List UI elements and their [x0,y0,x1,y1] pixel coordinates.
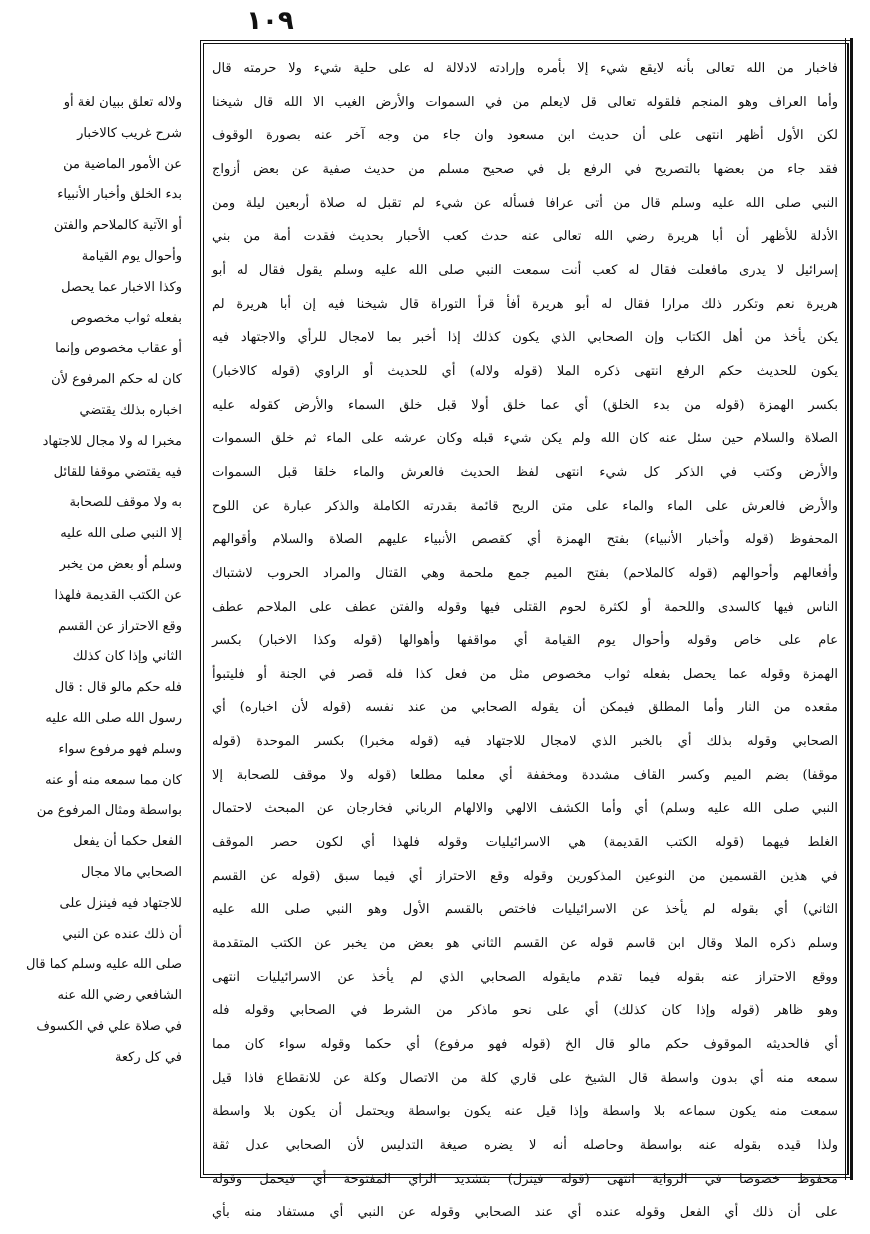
main-text-line: الصحابي وقوله بذلك أي بالخبر الذي لامجال للاجتهاد فيه (قوله مخبرا) بكسر الموحدة (قوله [212,734,838,750]
margin-note-line: ولاله تعلق ببيان لغة أو [63,95,182,110]
margin-note-line: اخباره بذلك يقتضي [79,402,182,418]
main-text-line: يكن يأخذ من أهل الكتاب وإن الصحابي الذي يكون كذلك إذا أخبر بما لامجال للرأي والاجتهاد فيه [212,330,838,346]
main-text-line: يكون للحديث حكم الرفع انتهى ذكره الملا (قوله ولاله) أي للحديث أو الراوي (قوله كالاخبار) [212,363,838,379]
main-text-line: محفوظ خصوصا في الرواية انتهى (قوله فينزل) بتشديد الزاي المفتوحة أي فيحمل وقوله [212,1171,838,1187]
margin-note-line: مخبرا له ولا مجال للاجتهاد [42,433,182,449]
main-text-line: وهو ظاهر (قوله وإذا كان كذلك) أي على نحو ماذكر من الشرط في الصحابي وقوله فله [212,1003,838,1019]
margin-note-line: للاجتهاد فيه فينزل على [59,895,182,911]
main-text-line: الغلط فيهما (قوله الكتب القديمة) هي الاسرائيليات وقوله فلهذا أي لكون حصر الموقف [212,835,838,851]
main-text-line: فاخبار من الله تعالى بأنه لايقع شيء إلا بأمره وإرادته لادلالة له على حلية شيء ولا حرمته قال [212,61,838,76]
main-text-line: لكن الأول أظهر انتهى على أن حديث ابن مسعود وان جاء من وجه آخر عنه بصورة الوقوف [212,128,838,144]
main-text-line: ووقع الاحتراز عنه بقوله فيما تقدم مايقوله الصحابي الذي لم يأخذ عن الاسرائيليات انتهى [212,969,838,985]
margin-note-line: رسول الله صلى الله عليه [45,710,182,726]
main-text-line: الصلاة والسلام حين سئل عنه كان الله ولم يكن شيء قبله وكان عرشه على الماء ثم خلق السموات [212,431,838,447]
margin-note-line: الصحابي مالا مجال [80,864,182,880]
main-text-line: الهمزة وقوله عما يحصل بفعله ثواب مخصوص مثل من فعل كذا فله قصر في الجنة أو فليتبوأ [212,666,838,682]
main-text-line: في هذين القسمين من النوعين المذكورين وقوله وقع الاحتراز أي فيما سبق (قوله عن القسم [212,868,838,884]
main-text-line: بكسر الهمزة (قوله من بدء الخلق) أي عما خلق أولا قبل خلق السماء والأرض كقوله عليه [212,397,838,413]
main-text-line: عام على خاص وقوله وأحوال يوم القيامة أي مواقفها وأهوالها (قوله وكذا الاخبار) بكسر [212,633,838,649]
main-text-line: فقد جاء من بعضها بالتصريح في الرفع بل في صحيح مسلم من حديث صفية عن بعض أزواج [212,161,838,177]
margin-note-line: شرح غريب كالاخبار [77,125,182,141]
main-text-line: على أن ذلك أي الفعل وقوله عنده أي عند الصحابي وقوله عن النبي أي مستفاد منه بأي [212,1205,838,1221]
main-text-line: الناس فيها كالسدى واللحمة أو لكثرة لحوم القتلى فيها وقوله والفتن عطف على الملاحم عطف [212,599,838,615]
main-text-line: موقفا) بضم الميم وكسر القاف مشددة ومخففة أي معلما مطلعا (قوله ولا موقف للصحابة إلا [212,767,838,783]
page-number: ١٠٩ [246,6,294,36]
main-text-line: وأما العراف وهو المنجم فلقوله تعالى قل لايعلم من في السموات والأرض الغيب الا الله قال شيخنا [212,94,838,110]
main-text-block [212,52,838,1221]
margin-note-line: عن الأمور الماضية من [63,156,182,172]
margin-note-line: به ولا موقف للصحابة [69,495,182,511]
main-text-line: أي فالحديثه الموقوف حكم مالو قال الخ (قوله فهو مرفوع) أي حكما وقوله سواء كان مما [212,1037,838,1053]
margin-note-line: فله حكم مالو قال : قال [54,680,182,696]
margin-note-line: بدء الخلق وأخبار الأنبياء [57,187,182,203]
main-text-line: سمعه منه أي بدون واسطة قال الشيخ على قاري كلة من الاتصال وكلة عن للانقطاع فاذا قيل [212,1070,838,1086]
main-text-line: إسرائيل لا يدرى مافعلت فقال له كعب أنت سمعت النبي صلى الله عليه وسلم يقول فقال له أبو [212,262,838,278]
main-text-line: الثاني) أي بقوله لم يأخذ عن الاسرائيليات فاختص بالقسم الأول وهو النبي صلى الله عليه [212,902,838,918]
main-text-line: وسلم ذكره الملا وقال ابن قاسم قوله عن القسم الثاني هو بعض من يخبر عن الكتب المتقدمة [212,936,838,952]
margin-note-line: الشافعي رضي الله عنه [57,988,182,1004]
main-text-line: سمعت منه يكون سماعه بلا واسطة وإذا قيل عنه يكون بواسطة ويحتمل أن يكون بلا واسطة [212,1104,838,1120]
margin-note-line: وسلم أو بعض من يخبر [59,556,182,572]
margin-note-line: وسلم فهو مرفوع سواء [58,741,182,757]
margin-note-line: في صلاة علي في الكسوف [36,1018,182,1034]
main-text-line: هريرة نعم وتكرر ذلك مرارا فقال له أبو هريرة أفأ قرأ التوراة قال شيخنا فيه إن أبا هريرة لم [212,296,838,312]
margin-note-line: بفعله ثواب مخصوص [70,310,182,326]
margin-note-line: فيه يقتضي موقفا للقائل [53,464,182,480]
margin-note-line: وأحوال يوم القيامة [81,248,182,264]
main-text-line: المحفوظ (قوله وأخبار الأنبياء) بفتح الهمزة أي كقصص الأنبياء عليهم الصلاة والسلام وأقوالهم [212,532,838,548]
frame-double-rule [845,38,853,1180]
main-text-line: والأرض فالعرش على الماء والماء على متن الريح قائمة بقدرته الكاملة والذكر عبارة عن اللوح [212,498,838,514]
margin-note-line: وقع الاحتراز عن القسم [58,618,182,634]
margin-note-line: الثاني وإذا كان كذلك [72,649,182,665]
margin-note-line: عن الكتب القديمة فلهذا [54,587,182,603]
margin-note-line: أن ذلك عنده عن النبي [62,926,182,942]
margin-note-line: الفعل حكما أن يفعل [73,834,182,850]
margin-note-line: وكذا الاخبار عما يحصل [61,279,182,295]
main-text-line: ولذا قيده بقوله عنه بواسطة وحاصله أنه لا يضره صيغة التدليس لأن الصحابي عدل ثقة [212,1138,838,1153]
margin-note-line: كان له حكم المرفوع لأن [51,372,182,388]
margin-text-block [22,88,182,1065]
main-text-line: مقعده من النار وأما المطلق فيمكن أن يقوله الصحابي من عند نفسه (قوله لأن اخباره) أي [212,700,838,716]
margin-note-line: كان مما سمعه منه أو عنه [45,772,182,788]
main-text-line: النبي صلى الله عليه وسلم قال من أتى عرافا فسأله عن شيء لم تقبل له صلاة أربعين ليلة ومن [212,195,838,211]
margin-note-line: أو عقاب مخصوص وإنما [55,341,182,357]
main-text-line: الأدلة للأظهر أن أبا هريرة رضي الله تعالى عنه حدث كعب الأحبار بحديث فقدت أمة من بني [212,229,838,245]
margin-note-line: أو الآتية كالملاحم والفتن [53,218,182,234]
margin-note-line: إلا النبي صلى الله عليه [60,526,182,542]
margin-note-line: صلى الله عليه وسلم كما قال [25,957,182,973]
main-text-line: النبي صلى الله عليه وسلم) أي وأما الكشف الالهي والالهام الرباني فخارجان عن المبحث لاحتمال [212,801,838,817]
margin-note-line: في كل ركعة [114,1049,182,1065]
main-text-line: وأفعالهم وأحوالهم (قوله كالملاحم) بفتح الميم جمع ملحمة وهي القتال والمراد الحروب لاشتباك [212,565,838,581]
main-text-line: والأرض وكتب في الذكر كل شيء انتهى لفظ الحديث فالعرش والماء خلقا قبل السموات [212,464,838,480]
margin-note-line: بواسطة ومثال المرفوع من [36,803,182,819]
